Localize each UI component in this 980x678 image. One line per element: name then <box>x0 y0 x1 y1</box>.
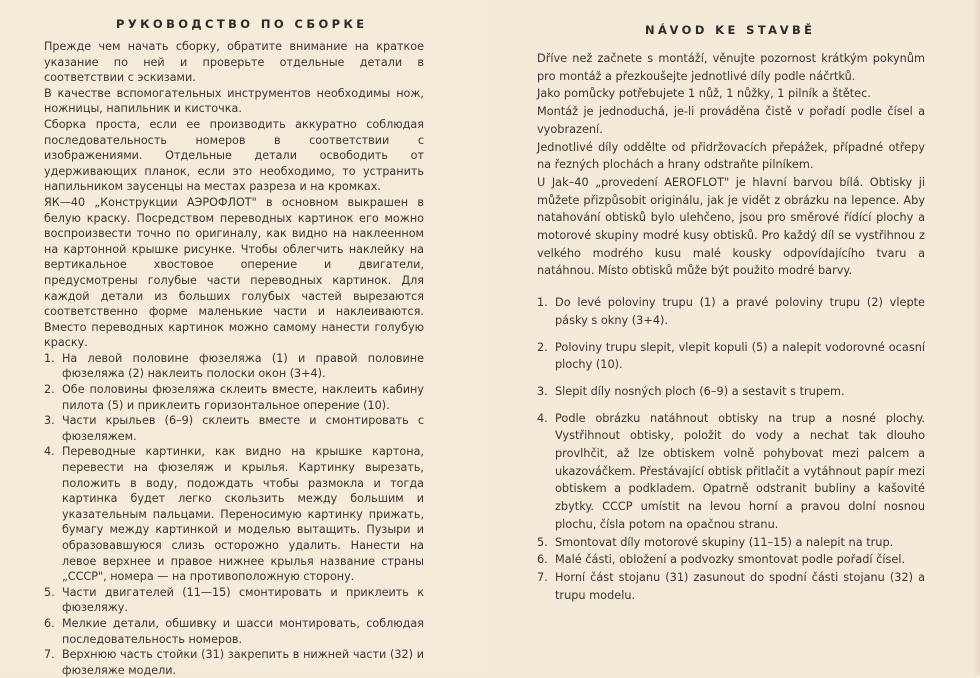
left-assembly-paragraph: Сборка проста, если ее производить аккуратно соблюдая последовательность номеров в соответствии с изображениями. Отдельные детали освободить от удерживающих планок, если это необходимо, то устранить напильником заусенцы на местах разреза и на кромках. <box>44 117 424 194</box>
step-number: 6. <box>44 616 55 630</box>
right-intro-paragraph: Dříve než začnete s montáží, věnujte pozornost krátkým pokynům pro montáž a přezkoušejte jednotlivé díly podle náčrtků. <box>537 52 925 83</box>
step-text: Do levé poloviny trupu (1) a pravé poloviny trupu (2) vlepte pásky s okny (3+4). <box>555 296 925 327</box>
left-step-1 <box>44 351 424 382</box>
step-number: 1. <box>537 296 548 310</box>
left-step-5 <box>44 585 424 616</box>
left-step-4 <box>44 444 424 584</box>
step-number: 5. <box>44 585 55 599</box>
step-number: 6. <box>537 553 548 567</box>
step-text: Slepit díly nosných ploch (6–9) a sestavit s trupem. <box>555 384 845 398</box>
step-number: 2. <box>44 383 55 397</box>
step-text: Malé části, obložení a podvozky smontovat podle pořadí čísel. <box>555 553 906 567</box>
step-text: Части двигателей (11—15) смонтировать и приклеить к фюзеляжу. <box>62 585 424 615</box>
step-text: На левой половине фюзеляжа (1) и правой половине фюзеляжа (2) наклеить полоски окон (3+4). <box>62 351 424 381</box>
right-tools-paragraph: Jako pomůcky potřebujete 1 nůž, 1 nůžky, 1 pilník a štětec. <box>537 87 871 101</box>
left-page-russian <box>0 0 490 675</box>
step-text: Обе половины фюзеляжа склеить вместе, наклеить кабину пилота (5) и приклеить горизонтальное оперение (10). <box>62 383 424 412</box>
right-step-5 <box>537 534 925 552</box>
left-decals-paragraph: ЯК—40 „Конструкции АЭРОФЛОТ" в основном выкрашен в белую краску. Посредством переводных картинок его можно воспроизвести точно по оригиналу, как видно на наклеенном на картонной крышке рисунке. Чтобы облегчить наклейку на вертикальное хвостовое оперение и двигатели, предусмотрены голубые части переводных картинок. Для каждой детали из больших голубых частей вырезаются соответственно форме маленькие части и наклеиваются. Вместо переводных картинок можно самому нанести голубую краску. <box>44 195 424 350</box>
left-step-3 <box>44 413 424 444</box>
step-text: Smontovat díly motorové skupiny (11–15) a nalepit na trup. <box>555 535 894 549</box>
left-page-title: РУКОВОДСТВО ПО СБОРКЕ <box>116 17 368 31</box>
step-text: Horní část stojanu (31) zasunout do spodní části stojanu (32) a trupu modelu. <box>555 570 925 602</box>
right-step-3 <box>537 383 925 401</box>
step-number: 4. <box>44 445 55 459</box>
left-step-6 <box>44 616 424 647</box>
left-intro-paragraph: Прежде чем начать сборку, обратите внимание на краткое указание по ней и проверьте отдельные детали в соответствии с эскизами. <box>44 40 424 85</box>
step-text: Мелкие детали, обшивку и шасси монтировать, соблюдая последовательность номеров. <box>62 616 424 646</box>
step-number: 3. <box>537 384 548 398</box>
right-step-1 <box>537 294 925 329</box>
step-number: 4. <box>537 411 548 425</box>
left-step-7 <box>44 647 424 678</box>
step-number: 7. <box>44 648 55 662</box>
right-step-4 <box>537 410 925 534</box>
right-step-6 <box>537 551 925 569</box>
right-steps-list <box>537 294 925 604</box>
right-page-title: NÁVOD KE STAVBĚ <box>645 23 816 37</box>
left-step-2 <box>44 382 424 413</box>
step-text: Poloviny trupu slepit, vlepit kopuli (5) a nalepit vodorovné ocasní plochy (10). <box>555 340 925 372</box>
step-number: 7. <box>537 570 548 584</box>
step-number: 1. <box>44 351 55 365</box>
step-number: 2. <box>537 340 548 354</box>
right-page-body <box>537 50 925 604</box>
right-assembly-paragraph: Montáž je jednoduchá, je-li prováděna čistě v pořadí podle čísel a vyobrazení. <box>537 105 925 136</box>
step-text: Переводные картинки, как видно на крышке картона, перевести на фюзеляж и крылья. Картинку вырезать, положить в воду, подождать чтобы размокла и тогда картинка будет легко скользить между большим и указательным пальцами. Переносимую картинку прижать, бумагу между картинкой и моделью вытащить. Пузыри и образовавшуюся слизь осторожно удалить. Нанести на левое верхнее и правое нижнее крылья название страны „СССР", номера — на противоположную сторону. <box>62 445 424 584</box>
step-text: Части крыльев (6–9) склеить вместе и смонтировать с фюзеляжем. <box>62 414 424 443</box>
step-number: 3. <box>44 414 55 428</box>
right-decals-paragraph: U Jak–40 „provedení AEROFLOT" je hlavní barvou bílá. Obtisky ji můžete přizpůsobit originálu, jak je vidět z obrázku na lepence. Aby natahování obtisků bylo ulehčeno, jsou pro směrové řídící plochy a motorové skupiny modré kusy obtisků. Pro každý díl se vystřihnou z velkého modrého kusu malé kousky odpovídajícího tvaru a natáhnou. Místo obtisků může být použito modré barvy. <box>537 175 925 278</box>
step-text: Верхнюю часть стойки (31) закрепить в нижней части (32) и фюзеляже модели. <box>62 648 424 677</box>
left-steps-list <box>44 351 424 678</box>
step-text: Podle obrázku natáhnout obtisky na trup a nosné plochy. Vystřihnout obtisky, položit do vody a nechat tak dlouho provlhčit, až lze obtiskem volně pohybovat mezi palcem a ukazováčkem. Přestávající obtisk přitlačit a vytáhnout papír mezi obtiskem a podkladem. Opatrně odstranit bubliny a kašovité zbytky. CCCP umístit na levou horní a pravou dolní nosnou plochu, čísla potom na opačnou stranu. <box>555 411 925 531</box>
right-step-2 <box>537 339 925 374</box>
right-separation-paragraph: Jednotlivé díly oddělte od přidržovacích přepážek, případné otřepy na řezných plochách a hrany odstraňte pilníkem. <box>537 140 925 172</box>
right-step-7 <box>537 569 925 604</box>
left-page-body <box>44 39 424 678</box>
left-tools-paragraph: В качестве вспомогательных инструментов необходимы нож, ножницы, напильник и кисточка. <box>44 86 424 116</box>
step-number: 5. <box>537 535 548 549</box>
